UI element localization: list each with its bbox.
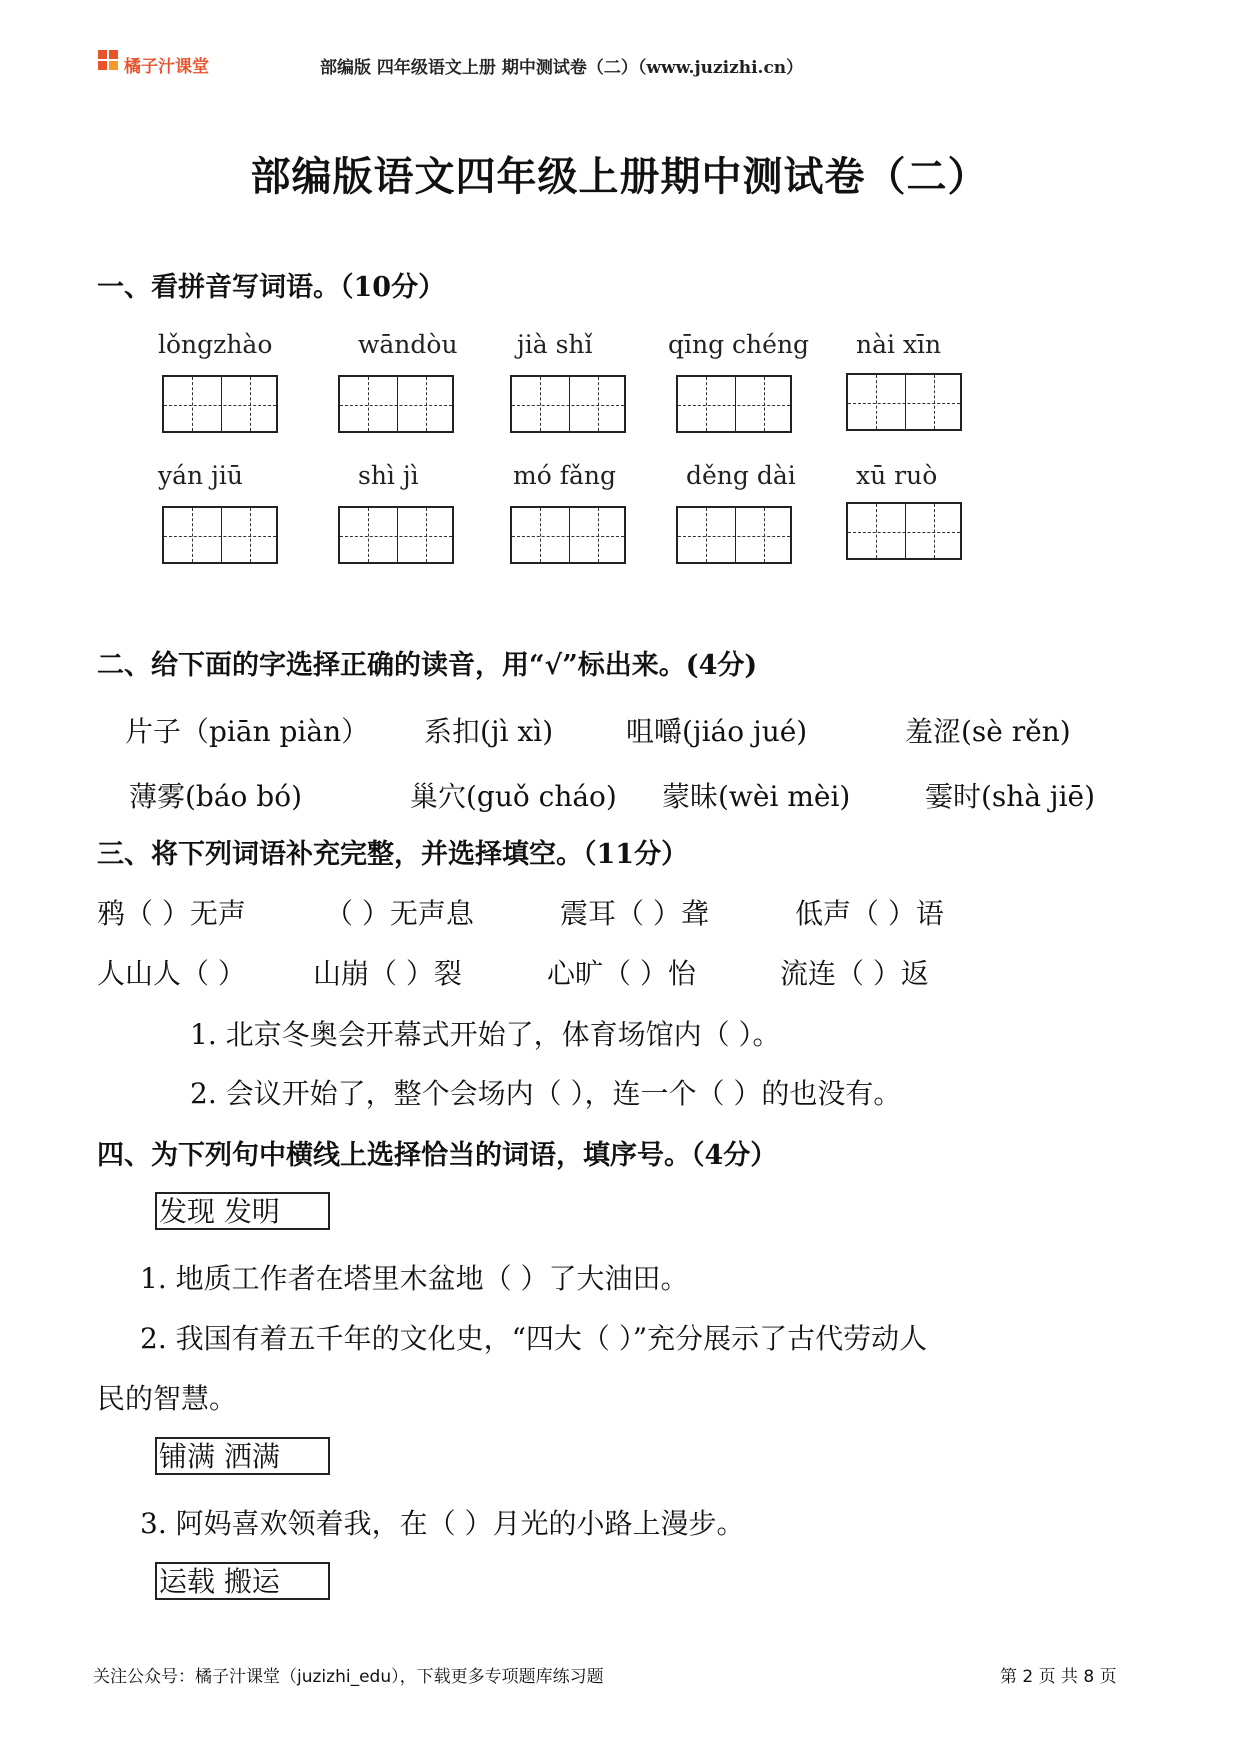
writing-grid[interactable] [846,373,962,431]
writing-grid[interactable] [162,506,278,564]
word-choice-box-3: 运载 搬运 [155,1562,330,1600]
footer-note: 关注公众号：橘子汁课堂（juzizhi_edu），下载更多专项题库练习题 [93,1667,604,1687]
choice-question-2: 2. 我国有着五千年的文化史，“四大（ ）”充分展示了古代劳动人 [140,1322,928,1355]
writing-grid[interactable] [510,375,626,433]
fill-question-1: 1. 北京冬奥会开幕式开始了，体育场馆内（ ）。 [190,1018,781,1051]
reading-item: 羞涩(sè rěn) [905,715,1071,748]
choice-question-3: 3. 阿妈喜欢领着我，在（ ）月光的小路上漫步。 [140,1507,745,1540]
writing-grid[interactable] [338,375,454,433]
word-choice-box-1: 发现 发明 [155,1192,330,1230]
pinyin-5: nài xīn [856,330,942,359]
pinyin-8: mó fǎng [513,461,616,490]
reading-item: 巢穴(guǒ cháo) [410,780,617,813]
reading-item: 霎时(shà jiē) [925,780,1096,813]
section-3-heading: 三、将下列词语补充完整，并选择填空。（11分） [97,839,689,870]
section-4-heading: 四、为下列句中横线上选择恰当的词语，填序号。（4分） [97,1140,778,1171]
pinyin-6: yán jiū [158,461,243,490]
document-title: 部编版语文四年级上册期中测试卷（二） [250,153,989,200]
section-1-heading: 一、看拼音写词语。（10分） [97,272,446,303]
fill-question-2: 2. 会议开始了，整个会场内（ ），连一个（ ）的也没有。 [190,1077,902,1110]
writing-grid[interactable] [676,506,792,564]
reading-item: 系扣(jì xì) [424,715,554,748]
idiom-item: 震耳（ ）聋 [560,897,709,930]
writing-grid[interactable] [676,375,792,433]
idiom-item: 人山人（ ） [97,957,246,990]
pinyin-9: děng dài [686,461,796,490]
pinyin-1: lǒngzhào [158,330,273,359]
pinyin-3: jià shǐ [517,330,593,359]
idiom-item: （ ）无声息 [325,897,474,930]
pinyin-4: qīng chéng [668,330,810,359]
writing-grid[interactable] [846,502,962,560]
word-choice-box-2: 铺满 洒满 [155,1437,330,1475]
section-2-heading: 二、给下面的字选择正确的读音，用“√”标出来。(4分) [97,650,758,681]
writing-grid[interactable] [162,375,278,433]
pinyin-10: xū ruò [856,461,938,490]
reading-item: 薄雾(báo bó) [129,780,303,813]
choice-question-2-cont: 民的智慧。 [97,1382,238,1415]
writing-grid[interactable] [338,506,454,564]
idiom-item: 鸦（ ）无声 [97,897,246,930]
page-number: 第 2 页 共 8 页 [1000,1667,1117,1687]
reading-item: 片子（piān piàn） [125,715,370,748]
pinyin-2: wāndòu [358,330,458,359]
reading-item: 蒙昧(wèi mèi) [662,780,851,813]
idiom-item: 山崩（ ）裂 [313,957,462,990]
idiom-item: 心旷（ ）怡 [547,957,696,990]
choice-question-1: 1. 地质工作者在塔里木盆地（ ）了大油田。 [140,1262,689,1295]
brand-name: 橘子汁课堂 [124,57,209,77]
idiom-item: 低声（ ）语 [795,897,944,930]
reading-item: 咀嚼(jiáo jué) [626,715,808,748]
pinyin-7: shì jì [358,461,419,490]
writing-grid[interactable] [510,506,626,564]
idiom-item: 流连（ ）返 [780,957,929,990]
header-title: 部编版 四年级语文上册 期中测试卷（二）（www.juzizhi.cn） [320,58,804,78]
brand-logo-icon [98,50,120,76]
